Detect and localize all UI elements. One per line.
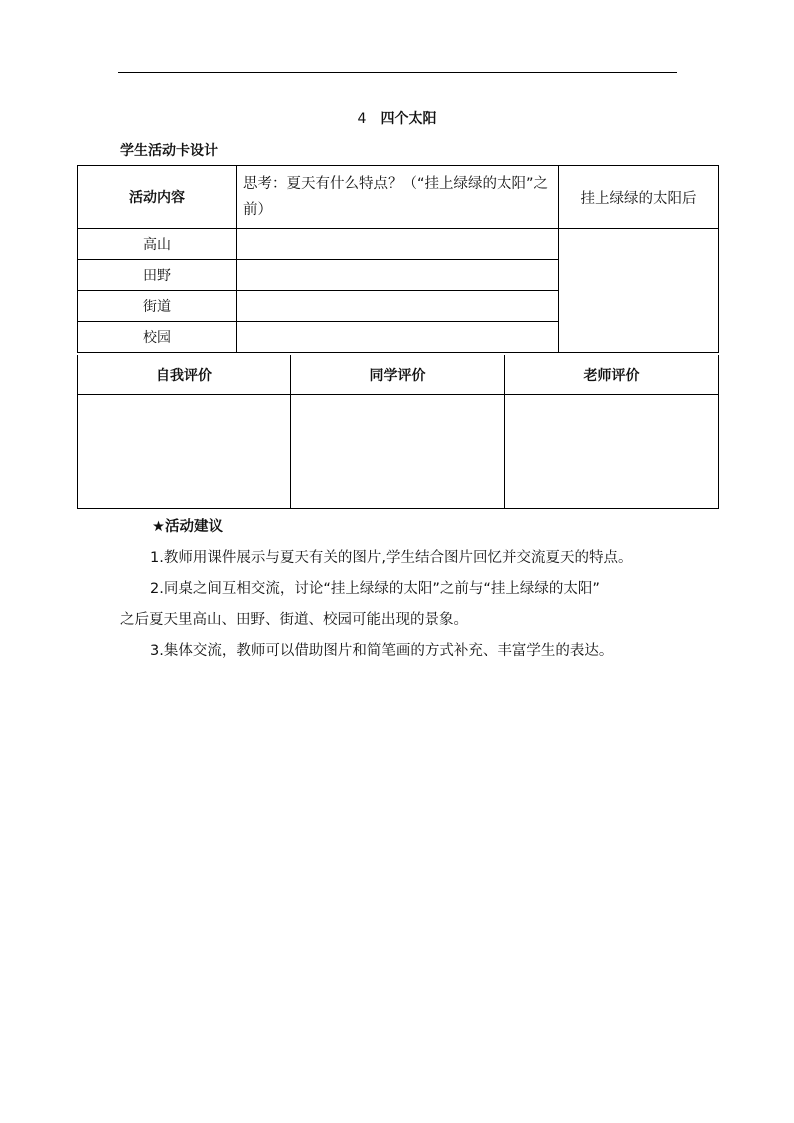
peer-evaluation-header: 同学评价 <box>291 355 505 395</box>
after-header: 挂上绿绿的太阳后 <box>559 166 719 229</box>
self-evaluation-header: 自我评价 <box>78 355 291 395</box>
activity-content-header: 活动内容 <box>78 166 237 229</box>
row-label-street: 街道 <box>78 291 237 322</box>
suggestion-item-continued: 之后夏天里高山、田野、街道、校园可能出现的景象。 <box>120 612 468 628</box>
lesson-title: 四个太阳 <box>380 111 437 127</box>
peer-evaluation-cell[interactable] <box>291 395 505 509</box>
row-label-mountain: 高山 <box>78 229 237 260</box>
after-merged-cell[interactable] <box>559 229 719 353</box>
teacher-evaluation-cell[interactable] <box>505 395 719 509</box>
evaluation-body-row <box>78 395 719 509</box>
page-title <box>0 108 794 128</box>
suggestion-item: 1.教师用课件展示与夏天有关的图片,学生结合图片回忆并交流夏天的特点。 <box>150 550 633 566</box>
row-label-campus: 校园 <box>78 322 237 353</box>
suggestion-item: 2.同桌之间互相交流，讨论“挂上绿绿的太阳”之前与“挂上绿绿的太阳” <box>150 581 600 597</box>
header-rule <box>118 72 677 73</box>
before-cell-field[interactable] <box>237 260 559 291</box>
suggestions-heading-text: 活动建议 <box>165 519 223 535</box>
table-row <box>78 229 719 260</box>
question-header: 思考：夏天有什么特点？（“挂上绿绿的太阳”之前） <box>237 166 559 229</box>
suggestion-item: 3.集体交流，教师可以借助图片和简笔画的方式补充、丰富学生的表达。 <box>150 643 614 659</box>
activity-table <box>77 165 719 353</box>
activity-suggestions <box>120 512 700 667</box>
teacher-evaluation-header: 老师评价 <box>505 355 719 395</box>
lesson-number: 4 <box>357 111 367 127</box>
before-cell-mountain[interactable] <box>237 229 559 260</box>
evaluation-table <box>77 355 719 509</box>
section-subtitle: 学生活动卡设计 <box>120 143 218 159</box>
suggestions-heading <box>120 512 700 543</box>
before-cell-campus[interactable] <box>237 322 559 353</box>
row-label-field: 田野 <box>78 260 237 291</box>
evaluation-header-row <box>78 355 719 395</box>
self-evaluation-cell[interactable] <box>78 395 291 509</box>
before-cell-street[interactable] <box>237 291 559 322</box>
star-icon: ★ <box>152 519 165 535</box>
activity-table-header-row <box>78 166 719 229</box>
